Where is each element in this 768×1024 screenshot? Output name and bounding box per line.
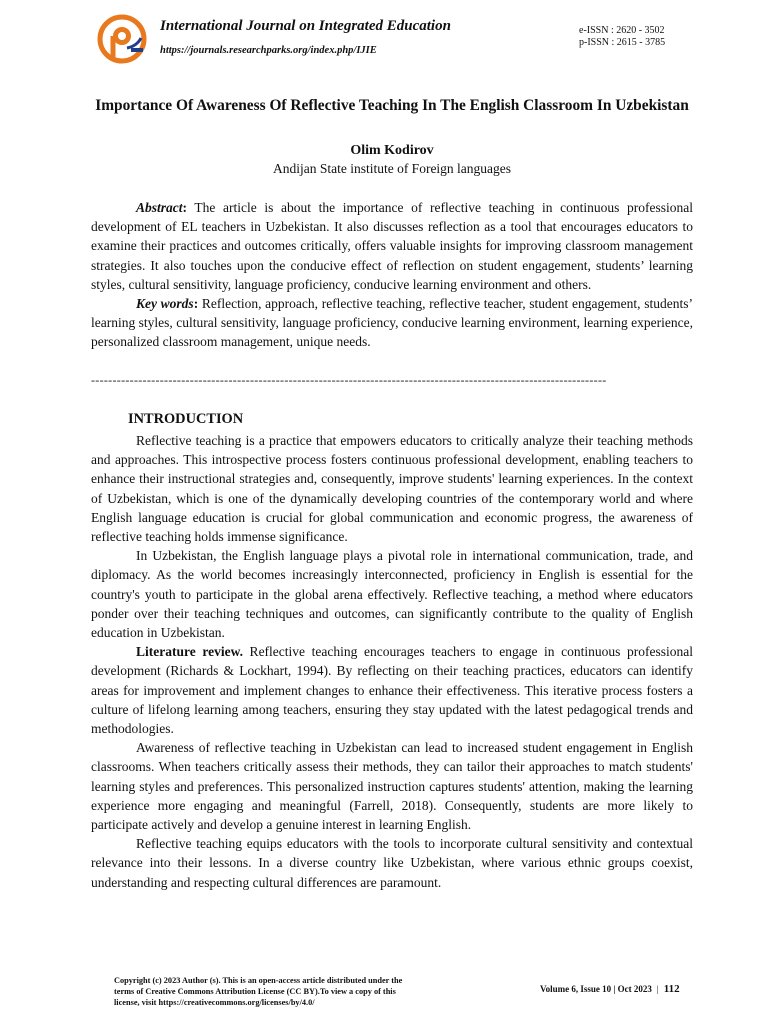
page-number: 112 <box>663 983 680 995</box>
journal-logo-icon <box>97 14 147 64</box>
journal-url[interactable]: https://journals.researchparks.org/index.php/IJIE <box>160 45 377 56</box>
journal-title: International Journal on Integrated Education <box>160 18 451 34</box>
copyright-line-2: terms of Creative Commons Attribution License (CC BY).To view a copy of this <box>114 987 396 996</box>
issn-block <box>579 25 665 49</box>
abstract-section <box>91 198 693 352</box>
keywords-text: Reflection, approach, reflective teaching, reflective teacher, student engagement, students’ learning styles, cultural sensitivity, language proficiency, conducive learning environment, learning experience, personalized classroom management, unique needs. <box>91 296 693 350</box>
abstract-colon: : <box>182 200 188 215</box>
abstract-label: Abstract <box>136 200 183 215</box>
eissn: e-ISSN : 2620 - 3502 <box>579 25 665 36</box>
author-affiliation: Andijan State institute of Foreign languages <box>272 161 512 176</box>
page-footer-info <box>540 983 680 995</box>
section-divider: ------------------------------------------------------------------------------------------------------------------------ <box>91 374 607 386</box>
article-title: Importance Of Awareness Of Reflective Teaching In The English Classroom In Uzbekistan <box>95 97 689 114</box>
intro-paragraph-1: Reflective teaching is a practice that empowers educators to critically analyze their teaching methods and approaches. This introspective process fosters continuous professional development, enabling teachers to enhance their instructional strategies and, consequently, improve students' learning experiences. In the context of Uzbekistan, which is one of the dynamically developing countries of the contemporary world and where English language education is crucial for global communication and economic progress, the awareness of reflective teaching holds immense significance. <box>91 433 693 545</box>
copyright-line-3: license, visit https://creativecommons.org/licenses/by/4.0/ <box>114 998 315 1007</box>
intro-paragraph-3 <box>91 642 693 738</box>
copyright-notice <box>114 975 482 1008</box>
page-header <box>0 0 768 80</box>
literature-review-text: Reflective teaching encourages teachers to engage in continuous professional development (Richards & Lockhart, 1994). By reflecting on their teaching practices, educators can identify areas for improvement and implement changes to enhance their effectiveness. This iterative process fosters a culture of lifelong learning among teachers, ensuring they stay updated with the latest pedagogical trends and methodologies. <box>91 644 693 737</box>
footer-separator: | <box>656 984 659 994</box>
introduction-heading: INTRODUCTION <box>128 411 244 427</box>
intro-paragraph-4: Awareness of reflective teaching in Uzbekistan can lead to increased student engagement in English classrooms. When teachers critically assess their methods, they can tailor their approaches to match students' learning styles and preferences. This personalized instruction captures students' attention, making the learning experience more engaging and meaningful (Farrell, 2018). Consequently, students are more likely to participate actively and develop a genuine interest in learning English. <box>91 740 693 833</box>
intro-paragraph-2: In Uzbekistan, the English language plays a pivotal role in international communication, trade, and diplomacy. As the world becomes increasingly interconnected, proficiency in English is essential for the country's youth to participate in the global arena effectively. Reflective teaching, a method where educators ponder over their teaching techniques and outcomes, can significantly contribute to the quality of English education in Uzbekistan. <box>91 548 693 641</box>
intro-paragraph-5: Reflective teaching equips educators with the tools to incorporate cultural sensitivity and contextual relevance into their lessons. In a diverse country like Uzbekistan, where various ethnic groups coexist, understanding and respecting cultural differences are paramount. <box>91 836 693 890</box>
literature-review-label: Literature review. <box>136 644 243 660</box>
article-author: Olim Kodirov <box>350 143 434 158</box>
pissn: p-ISSN : 2615 - 3785 <box>579 37 666 48</box>
introduction-section <box>91 431 693 892</box>
copyright-line-1: Copyright (c) 2023 Author (s). This is an open-access article distributed under the <box>114 976 403 985</box>
keywords-colon: : <box>193 296 199 312</box>
abstract-text: The article is about the importance of reflective teaching in continuous professional development of EL teachers in Uzbekistan. It also discusses reflection as a tool that encourages educators to examine their practices and outcomes critically, offers valuable insights for improving classroom management strategies. It also touches upon the conducive effect of reflection on student engagement, students’ learning styles, cultural sensitivity, language proficiency, conducive learning environment and others. <box>91 200 693 292</box>
keywords-label: Key words <box>136 296 194 312</box>
abstract-paragraph <box>91 198 693 294</box>
keywords-paragraph <box>91 294 693 352</box>
volume-issue: Volume 6, Issue 10 | Oct 2023 <box>540 984 652 994</box>
